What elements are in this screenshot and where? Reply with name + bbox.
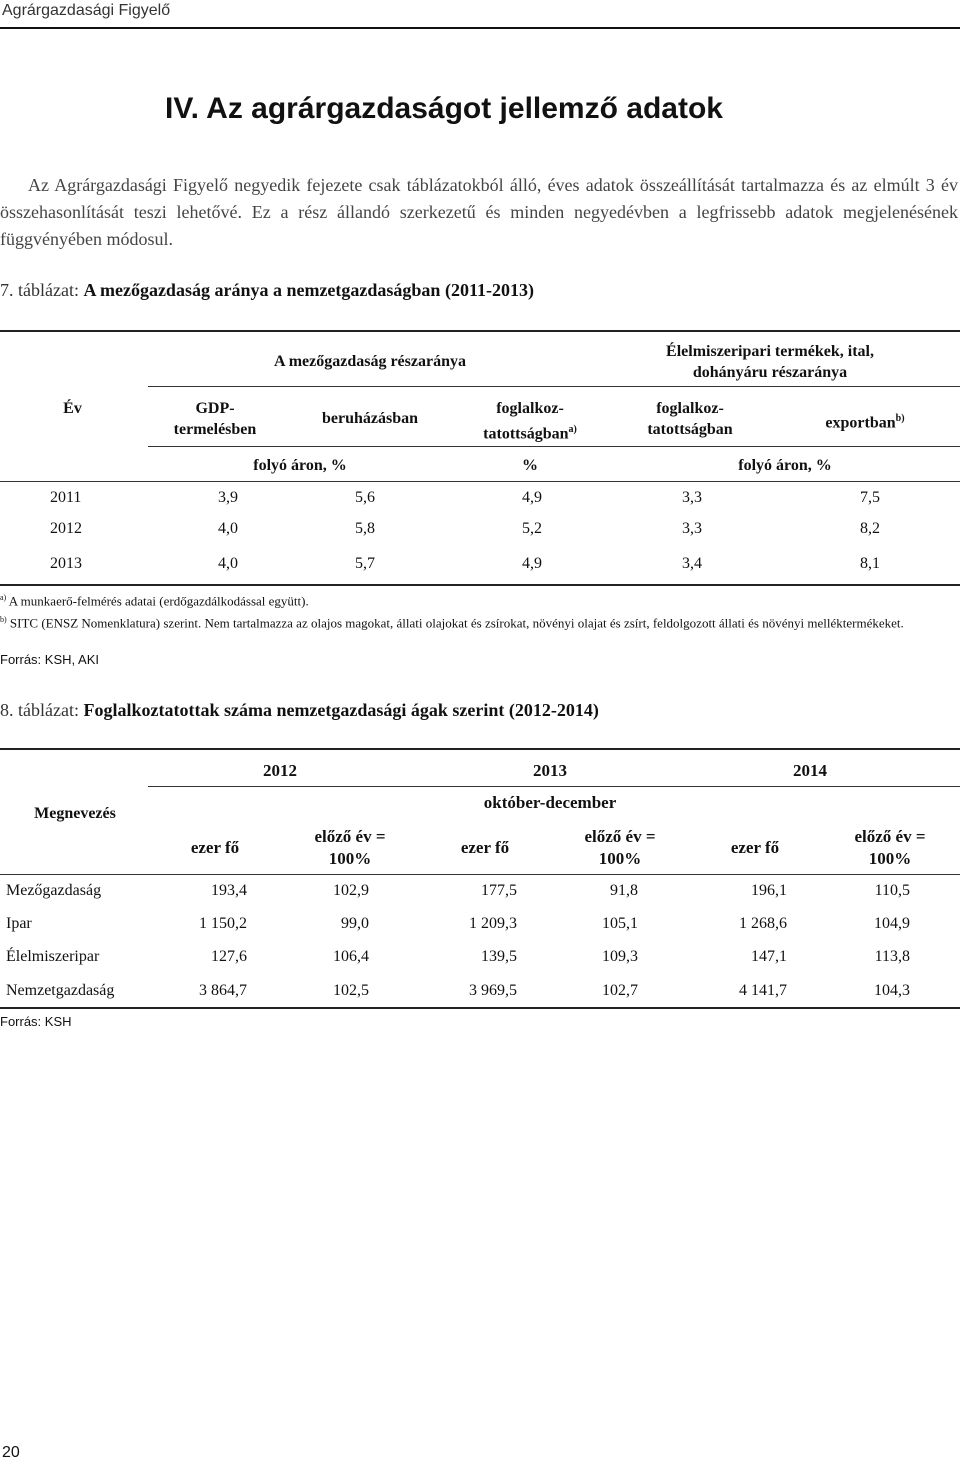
table8-cell-value: 99,0 bbox=[341, 915, 369, 932]
table7-unit-current-price-2: folyó áron, % bbox=[738, 457, 832, 474]
table8-cell-value: 105,1 bbox=[602, 915, 638, 932]
table8-cell-value: 102,5 bbox=[333, 982, 369, 999]
table7-group-food-l2: dohányáru részaránya bbox=[692, 364, 848, 381]
table8-cell-value: 110,5 bbox=[874, 882, 910, 899]
table7-top-rule bbox=[0, 330, 960, 332]
table8-cell-value: 1 209,3 bbox=[469, 915, 517, 932]
table8-col-name: Megnevezés bbox=[34, 805, 116, 822]
table7-cell-value: 5,7 bbox=[355, 555, 375, 572]
table7-h-food-employment-l1: foglalkoz- bbox=[656, 400, 724, 417]
table8-cell-value: 193,4 bbox=[211, 882, 247, 899]
table7-h-employment-l1: foglalkoz- bbox=[496, 400, 564, 417]
table7-col-year: Év bbox=[63, 400, 82, 417]
table8-h-persons-2014: ezer fő bbox=[730, 838, 780, 857]
table7-cell-value: 4,9 bbox=[522, 555, 542, 572]
table8-cell-name: Élelmiszeripar bbox=[6, 948, 100, 965]
table7-source: Forrás: KSH, AKI bbox=[0, 652, 99, 667]
table8-number: 8. táblázat: bbox=[0, 700, 79, 720]
table8-cell-value: 3 969,5 bbox=[469, 982, 517, 999]
table7-h-gdp-l2: termelésben bbox=[173, 421, 257, 438]
table8-source: Forrás: KSH bbox=[0, 1014, 72, 1029]
table8-cell-value: 102,9 bbox=[333, 882, 369, 899]
table8-cell-value: 147,1 bbox=[751, 948, 787, 965]
table8-cell-value: 91,8 bbox=[610, 882, 638, 899]
table7-cell-year: 2011 bbox=[50, 489, 82, 506]
table8-title: Foglalkoztatottak száma nemzetgazdasági ágak szerint (2012-2014) bbox=[83, 700, 599, 720]
table7-note-a-text: A munkaerő-felmérés adatai (erdőgazdálkodással együtt). bbox=[8, 593, 309, 609]
table7-cell-value: 4,0 bbox=[218, 520, 238, 537]
table7-group-food-l1: Élelmiszeripari termékek, ital, bbox=[666, 343, 874, 360]
table8-year-2012: 2012 bbox=[263, 761, 297, 780]
table7-cell-value: 3,4 bbox=[682, 555, 702, 572]
table7-note-a-mark: a) bbox=[0, 593, 7, 602]
table8-bottom-rule bbox=[0, 1007, 960, 1009]
table7-number: 7. táblázat: bbox=[0, 280, 79, 300]
table8-cell-value: 1 268,6 bbox=[739, 915, 787, 932]
table7-cell-value: 5,2 bbox=[522, 520, 542, 537]
table7-cell-value: 8,2 bbox=[860, 520, 880, 537]
table7-cell-value: 3,3 bbox=[682, 520, 702, 537]
table7-cell-year: 2012 bbox=[50, 520, 82, 537]
table7-title: A mezőgazdaság aránya a nemzetgazdaságban (2011-2013) bbox=[83, 280, 534, 300]
table7-cell-value: 8,1 bbox=[860, 555, 880, 572]
table8-cell-value: 3 864,7 bbox=[199, 982, 247, 999]
table8-cell-name: Nemzetgazdaság bbox=[6, 982, 115, 999]
table7-h-employment-l2 bbox=[455, 419, 605, 444]
table7-cell-value: 3,9 bbox=[218, 489, 238, 506]
table8-h-persons-2013: ezer fő bbox=[460, 838, 510, 857]
table7-unit-rule bbox=[148, 446, 960, 447]
table8-cell-value: 104,9 bbox=[874, 915, 910, 932]
table8-top-rule bbox=[0, 748, 960, 750]
table7-unit-current-price: folyó áron, % bbox=[253, 457, 347, 474]
table8-year-2014: 2014 bbox=[793, 761, 827, 780]
table8-cell-value: 113,8 bbox=[874, 948, 910, 965]
table7-group-rule bbox=[148, 386, 960, 387]
table7-note-b bbox=[0, 612, 958, 631]
table8-h-prev-2012-l2: 100% bbox=[328, 849, 372, 868]
table8-cell-value: 102,7 bbox=[602, 982, 638, 999]
table7-h-food-employment-l2: tatottságban bbox=[647, 421, 733, 438]
table7-h-gdp-l1: GDP- bbox=[195, 400, 235, 417]
header-rule bbox=[0, 27, 960, 29]
table8-cell-name: Mezőgazdaság bbox=[6, 882, 102, 899]
table8-cell-value: 196,1 bbox=[751, 882, 787, 899]
table8-h-persons-2012: ezer fő bbox=[190, 838, 240, 857]
table8-header-bottom-rule bbox=[0, 874, 960, 875]
table8-year-2013: 2013 bbox=[533, 761, 567, 780]
table7-h-export-sup: b) bbox=[895, 413, 905, 424]
table7-cell-value: 5,6 bbox=[355, 489, 375, 506]
table7-h-export bbox=[800, 408, 930, 433]
table8-cell-name: Ipar bbox=[6, 915, 32, 932]
table7-unit-percent: % bbox=[522, 457, 538, 474]
chapter-title: IV. Az agrárgazdaságot jellemző adatok bbox=[165, 92, 723, 125]
table7-header-bottom-rule bbox=[0, 481, 960, 482]
table8-cell-value: 1 150,2 bbox=[199, 915, 247, 932]
table8-h-prev-2013-l2: 100% bbox=[598, 849, 642, 868]
table7-cell-value: 4,0 bbox=[218, 555, 238, 572]
chapter-intro: Az Agrárgazdasági Figyelő negyedik fejezete csak táblázatokból álló, éves adatok összeállítását tartalmazza és az elmúlt 3 év összehasonlítását teszi lehetővé. Ez a rész állandó szerkezetű és minden negyedévben a legfrissebb adatok megjelenésének függvényében módosul. bbox=[0, 175, 958, 249]
table7-h-employment-sup: a) bbox=[568, 424, 577, 435]
table8-cell-value: 106,4 bbox=[333, 948, 369, 965]
table7-cell-value: 3,3 bbox=[682, 489, 702, 506]
table8-period: október-december bbox=[483, 793, 617, 812]
table8-h-prev-2013-l1: előző év = bbox=[584, 827, 656, 846]
table8-caption bbox=[0, 700, 599, 721]
table8-cell-value: 127,6 bbox=[211, 948, 247, 965]
table7-bottom-rule bbox=[0, 584, 960, 586]
table8-cell-value: 104,3 bbox=[874, 982, 910, 999]
page-number: 20 bbox=[2, 1444, 20, 1461]
table8-h-prev-2014-l2: 100% bbox=[868, 849, 912, 868]
table7-cell-value: 7,5 bbox=[860, 489, 880, 506]
table7-note-b-mark: b) bbox=[0, 615, 7, 624]
table7-cell-value: 5,8 bbox=[355, 520, 375, 537]
table8-h-prev-2012-l1: előző év = bbox=[314, 827, 386, 846]
table8-cell-value: 177,5 bbox=[481, 882, 517, 899]
table7-note-b-text: SITC (ENSZ Nomenklatura) szerint. Nem tartalmazza az olajos magokat, állati olajokat és zsírokat, növényi olajat és zsírt, feldolgozott állati és növényi melléktermékeket. bbox=[9, 615, 904, 631]
table7-h-investment: beruházásban bbox=[321, 410, 419, 427]
table7-cell-value: 4,9 bbox=[522, 489, 542, 506]
table7-note-a bbox=[0, 590, 958, 609]
table7-group-agri: A mezőgazdaság részaránya bbox=[274, 353, 466, 370]
running-header: Agrárgazdasági Figyelő bbox=[2, 2, 171, 19]
table7-h-export-text: exportban bbox=[825, 414, 896, 432]
table7-h-employment-l2-text: tatottságban bbox=[483, 425, 569, 443]
table8-cell-value: 139,5 bbox=[481, 948, 517, 965]
table7-caption bbox=[0, 280, 534, 301]
table8-cell-value: 4 141,7 bbox=[739, 982, 787, 999]
table8-cell-value: 109,3 bbox=[602, 948, 638, 965]
table8-year-rule bbox=[148, 786, 960, 787]
table7-cell-year: 2013 bbox=[50, 555, 82, 572]
table8-h-prev-2014-l1: előző év = bbox=[854, 827, 926, 846]
